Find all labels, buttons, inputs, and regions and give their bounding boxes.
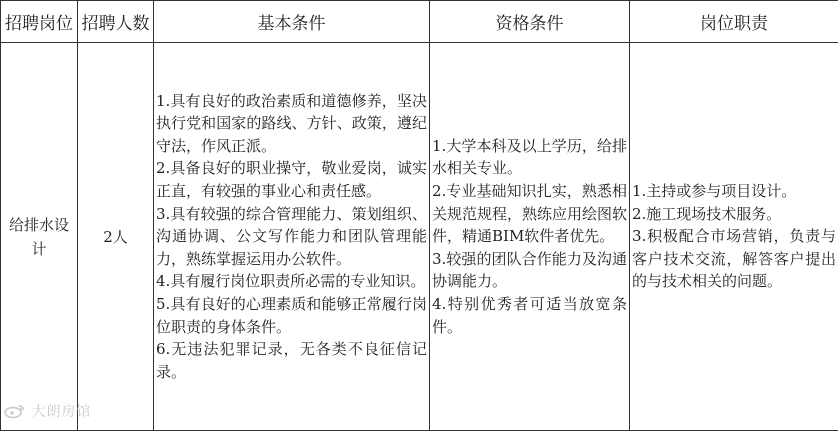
watermark: [4, 401, 91, 421]
duty-item: 3.积极配合市场营销，负责与客户技术交流，解答客户提出的与技术相关的问题。: [632, 227, 836, 291]
basic-condition-item: 4.具有履行岗位职责所必需的专业知识。: [156, 272, 426, 291]
qualification-item: 3.较强的团队合作能力及沟通协调能力。: [432, 249, 627, 291]
qualification-item: 1.大学本科及以上学历，给排水相关专业。: [432, 136, 627, 178]
qualification-item: 2.专业基础知识扎实，熟悉相关规范规程，熟练应用绘图软件，精通BIM软件者优先。: [432, 182, 628, 246]
duty-item: 2.施工现场技术服务。: [632, 204, 782, 223]
basic-condition-item: 3.具有较强的综合管理能力、策划组织、沟通协调、公文写作能力和团队管理能力，熟练掌握运用办公软件。: [156, 204, 427, 268]
basic-condition-item: 1.具有良好的政治素质和道德修养，坚决执行党和国家的路线、方针、政策，遵纪守法，作风正派。: [156, 91, 427, 155]
header-qualification: 资格条件: [430, 1, 630, 43]
qualification-item: 4.特别优秀者可适当放宽条件。: [432, 294, 627, 336]
basic-condition-item: 6.无违法犯罪记录，无各类不良征信记录。: [156, 340, 427, 381]
position-cell: 给排水设计: [1, 43, 78, 431]
count-cell: 2人: [78, 43, 154, 431]
watermark-text: 大朗房馆: [31, 404, 92, 420]
header-basic-conditions: 基本条件: [154, 1, 430, 43]
weibo-logo-icon: [4, 404, 26, 418]
header-row: [1, 1, 838, 43]
basic-condition-item: 2.具备良好的职业操守，敬业爱岗，诚实正直，有较强的事业心和责任感。: [156, 159, 427, 201]
duties-cell: [630, 43, 838, 431]
header-duties: 岗位职责: [630, 1, 838, 43]
basic-conditions-cell: [154, 43, 430, 431]
header-position: 招聘岗位: [1, 1, 78, 43]
basic-condition-item: 5.具有良好的心理素质和能够正常履行岗位职责的身体条件。: [156, 294, 427, 336]
qualification-cell: [430, 43, 630, 431]
table-row: [1, 43, 838, 431]
header-count: 招聘人数: [78, 1, 154, 43]
duty-item: 1.主持或参与项目设计。: [632, 182, 797, 201]
